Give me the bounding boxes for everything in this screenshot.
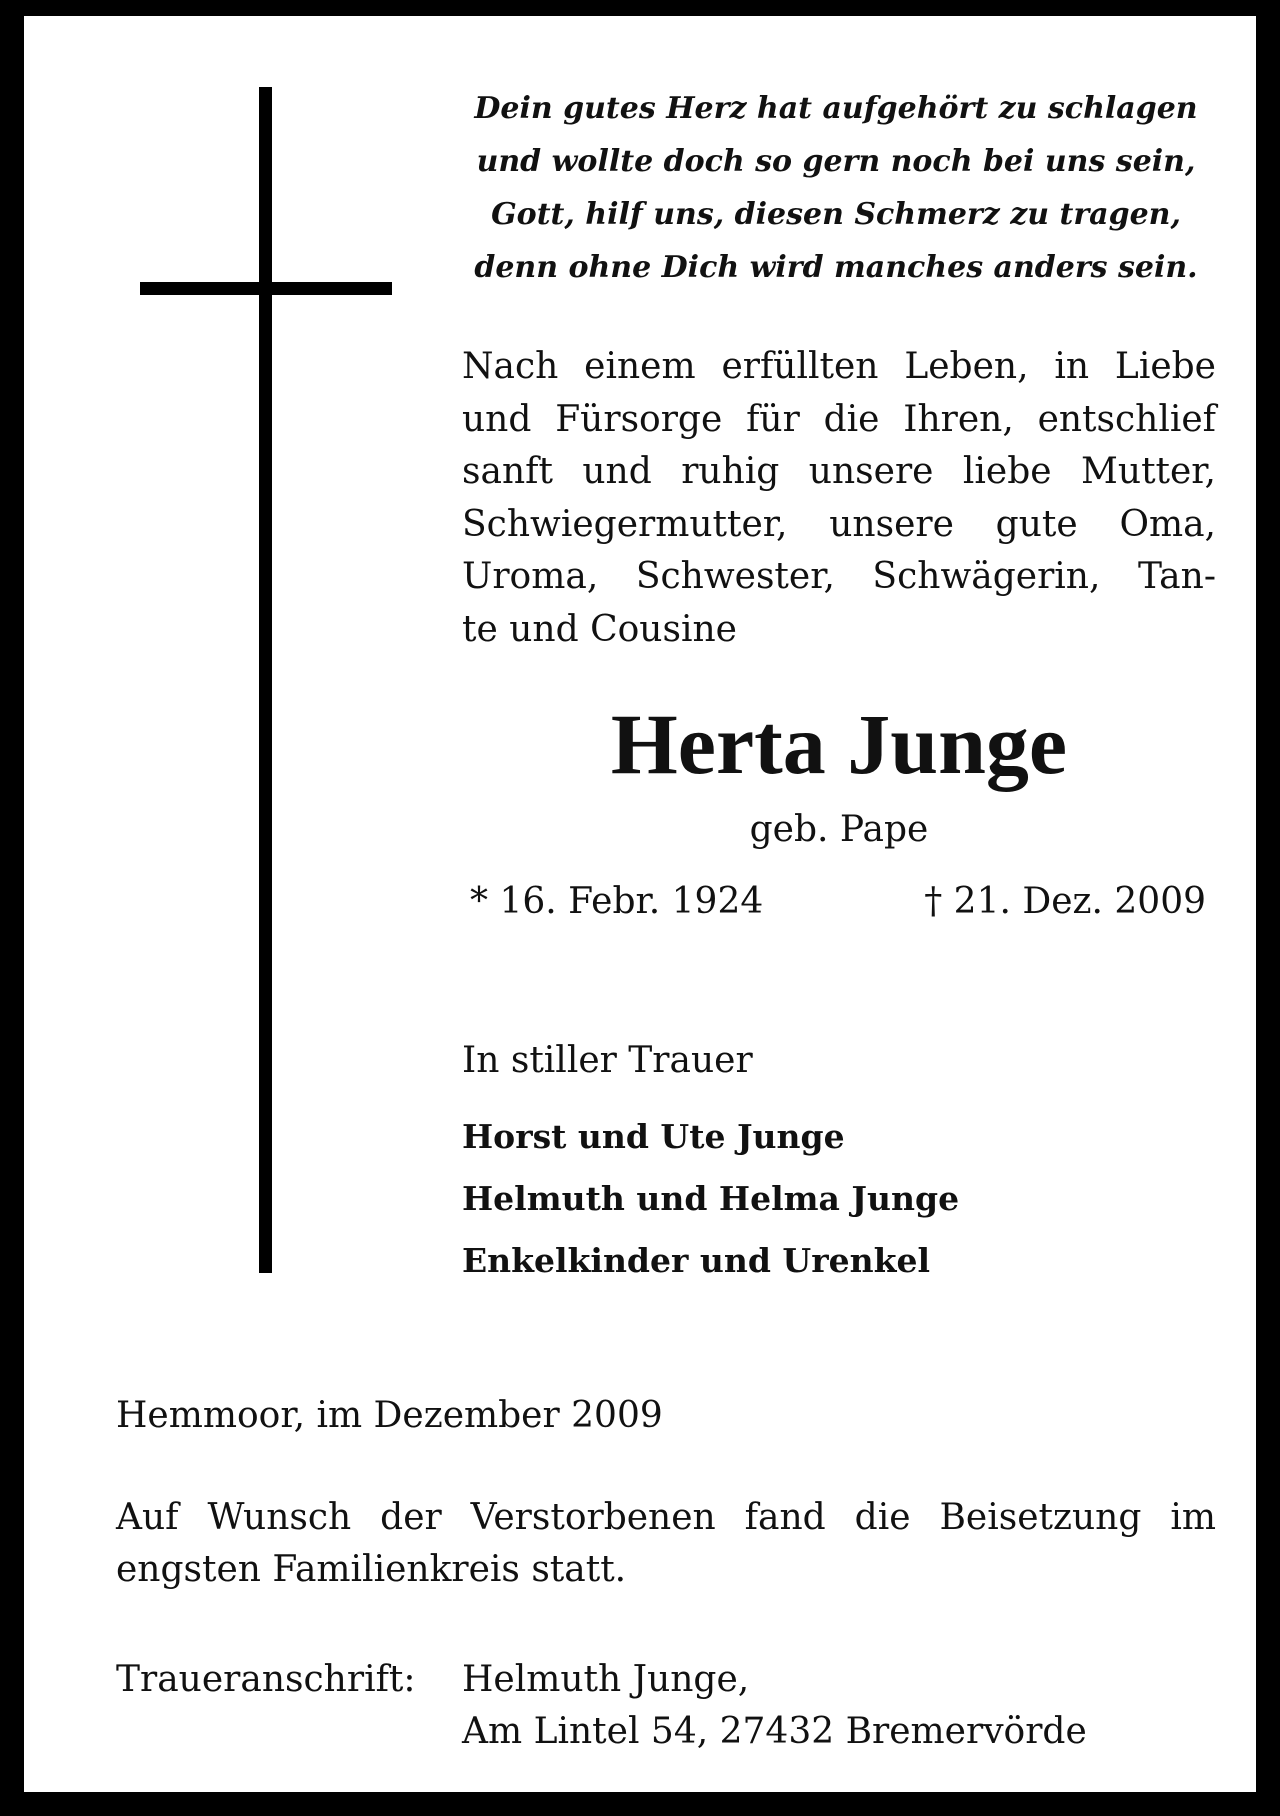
intro-line: Schwiegermutter, unsere gute Oma,	[462, 503, 1216, 545]
intro-line: Nach einem erfüllten Leben, in Liebe	[462, 346, 1216, 387]
notice-line: engsten Familienkreis statt.	[116, 1549, 627, 1590]
mourner-name: Helmuth und Helma Junge	[462, 1179, 960, 1218]
poem-line: Dein gutes Herz hat aufgehört zu schlagen	[474, 91, 1198, 126]
address-label: Traueranschrift:	[116, 1659, 416, 1700]
mourner-name: Enkelkinder und Urenkel	[462, 1241, 930, 1280]
poem-line: denn ohne Dich wird manches anders sein.	[474, 250, 1198, 285]
place-and-date: Hemmoor, im Dezember 2009	[116, 1395, 663, 1436]
intro-line: sanft und ruhig unsere liebe Mutter,	[462, 451, 1216, 492]
deceased-name: Herta Junge	[610, 696, 1068, 792]
intro-line: te und Cousine	[462, 608, 737, 650]
intro-paragraph	[462, 341, 1216, 656]
mourning-heading: In stiller Trauer	[462, 1040, 753, 1081]
birth-date: * 16. Febr. 1924	[470, 881, 764, 922]
mourning-address	[462, 1654, 1087, 1758]
funeral-notice	[116, 1492, 1216, 1596]
poem-line: Gott, hilf uns, diesen Schmerz zu tragen,	[491, 197, 1181, 232]
memorial-poem	[456, 82, 1216, 294]
address-line: Helmuth Junge,	[462, 1659, 750, 1700]
intro-line: Uroma, Schwester, Schwägerin, Tan-	[462, 556, 1216, 597]
cross-icon-crossbar	[140, 282, 392, 295]
death-date: † 21. Dez. 2009	[924, 881, 1206, 922]
cross-icon	[259, 87, 272, 1273]
mourners-list	[462, 1106, 959, 1292]
intro-line: und Fürsorge für die Ihren, entschlief	[462, 398, 1216, 440]
life-dates	[462, 878, 1216, 926]
address-line: Am Lintel 54, 27432 Bremervörde	[462, 1711, 1087, 1752]
poem-line: und wollte doch so gern noch bei uns sein,	[476, 144, 1196, 179]
maiden-name: geb. Pape	[749, 809, 929, 850]
notice-line: Auf Wunsch der Verstorbenen fand die Beisetzung im	[116, 1497, 1216, 1538]
mourner-name: Horst und Ute Junge	[462, 1117, 845, 1156]
